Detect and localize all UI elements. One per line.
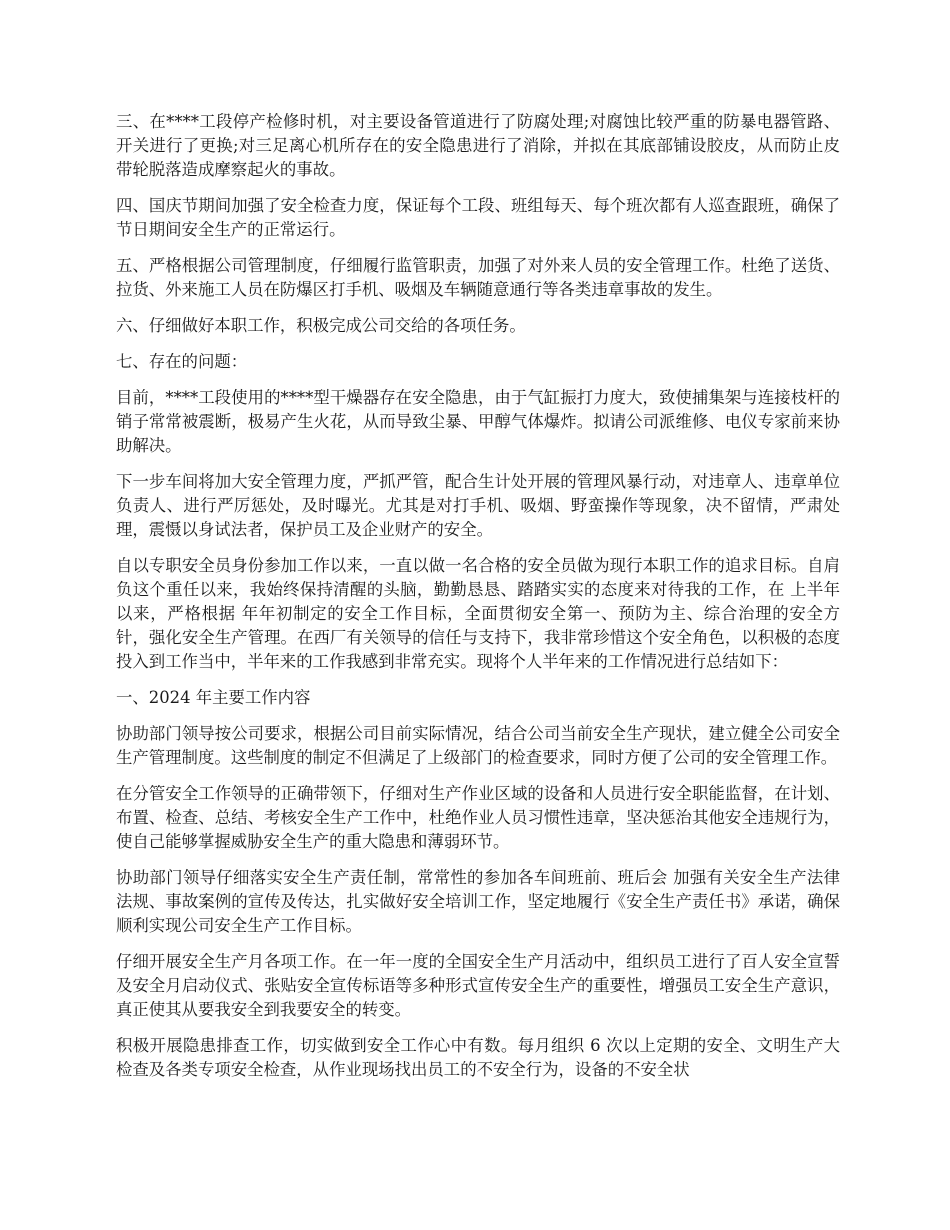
paragraph-introduction: 自以专职安全员身份参加工作以来，一直以做一名合格的安全员做为现行本职工作的追求目标。自肩负这个重任以来，我始终保持清醒的头脑，勤勤恳恳、踏踏实实的态度来对待我的工作，在 上半年以来，严格根据 年年初制定的安全工作目标，全面贯彻安全第一、预防为主、综合治理的安全方针，强化安全生产管理。在西厂有关领导的信任与支持下，我非常珍惜这个安全角色，以积极的态度投入到工作当中，半年来的工作我感到非常充实。现将个人半年来的工作情况进行总结如下： [116, 556, 840, 671]
paragraph-next-steps: 下一步车间将加大安全管理力度，严抓严管，配合生计处开展的管理风暴行动，对违章人、违章单位负责人、进行严厉惩处，及时曝光。尤其是对打手机、吸烟、野蛮操作等现象，决不留情，严肃处理，震慑以身试法者，保护员工及企业财产的安全。 [116, 472, 840, 539]
paragraph-management-system: 协助部门领导按公司要求，根据公司目前实际情况，结合公司当前安全生产现状，建立健全公司安全生产管理制度。这些制度的制定不但满足了上级部门的检查要求，同时方便了公司的安全管理工作。 [116, 724, 840, 767]
paragraph-hazard-check: 积极开展隐患排查工作，切实做到安全工作心中有数。每月组织 6 次以上定期的安全、文明生产大检查及各类专项安全检查，从作业现场找出员工的不安全行为，设备的不安全状 [116, 1036, 840, 1079]
paragraph-supervision: 在分管安全工作领导的正确带领下，仔细对生产作业区域的设备和人员进行安全职能监督，在计划、布置、检查、总结、考核安全生产工作中，杜绝作业人员习惯性违章，坚决惩治其他安全违规行为，使自己能够掌握威胁安全生产的重大隐患和薄弱环节。 [116, 784, 840, 851]
heading-problems: 七、存在的问题： [116, 352, 248, 371]
paragraph-safety-month: 仔细开展安全生产月各项工作。在一年一度的全国安全生产月活动中，组织员工进行了百人安全宣誓及安全月启动仪式、张贴安全宣传标语等多种形式宣传安全生产的重要性，增强员工安全生产意识，真正使其从要我安全到我要安全的转变。 [116, 952, 840, 1019]
heading-main-work: 一、2024 年主要工作内容 [116, 688, 311, 707]
paragraph-dryer-hazard: 目前，****工段使用的****型干燥器存在安全隐患，由于气缸振打力度大，致使捕集架与连接枝杆的销子常常被震断，极易产生火花，从而导致尘暴、甲醇气体爆炸。拟请公司派维修、电仪专家前来协助解决。 [116, 388, 840, 455]
paragraph-national-day: 四、国庆节期间加强了安全检查力度，保证每个工段、班组每天、每个班次都有人巡查跟班，确保了节日期间安全生产的正常运行。 [116, 196, 840, 239]
paragraph-duties: 六、仔细做好本职工作，积极完成公司交给的各项任务。 [116, 316, 526, 335]
paragraph-maintenance: 三、在****工段停产检修时机，对主要设备管道进行了防腐处理;对腐蚀比较严重的防暴电器管路、开关进行了更换;对三足离心机所存在的安全隐患进行了消除，并拟在其底部铺设胶皮，从而防止皮带轮脱落造成摩察起火的事故。 [116, 112, 840, 179]
document-page [116, 110, 840, 1094]
paragraph-outsider-management: 五、严格根据公司管理制度，仔细履行监管职责，加强了对外来人员的安全管理工作。杜绝了送货、拉货、外来施工人员在防爆区打手机、吸烟及车辆随意通行等各类违章事故的发生。 [116, 256, 840, 299]
paragraph-responsibility: 协助部门领导仔细落实安全生产责任制，常常性的参加各车间班前、班后会 加强有关安全生产法律法规、事故案例的宣传及传达，扎实做好安全培训工作，坚定地履行《安全生产责任书》承诺，确保顺利实现公司安全生产工作目标。 [116, 868, 840, 935]
